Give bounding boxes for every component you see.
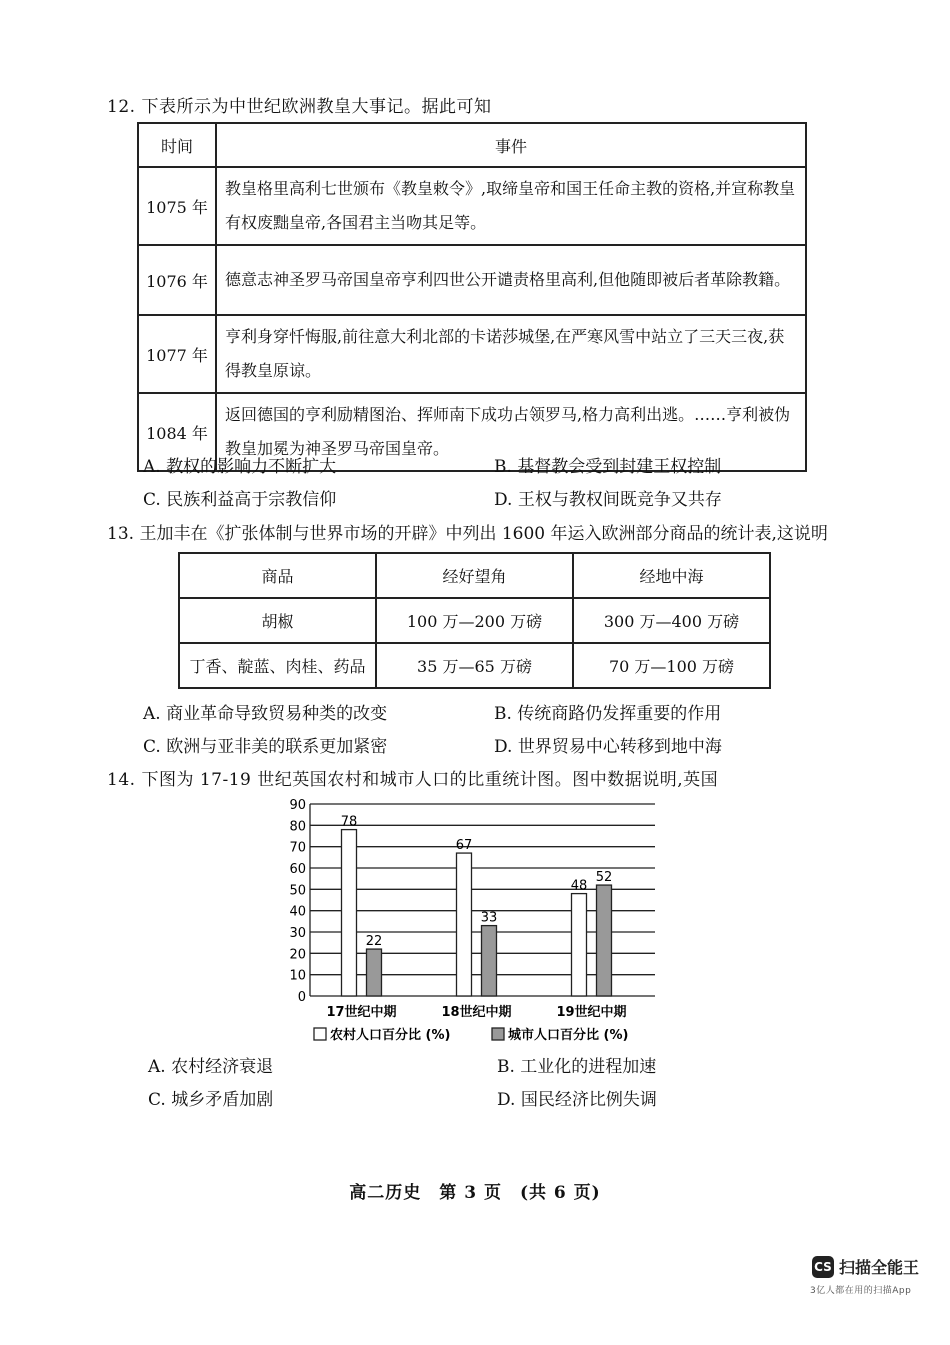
bar-value-label: 33 (480, 910, 498, 926)
y-tick-label: 10 (289, 968, 306, 984)
bar-rural (572, 894, 587, 996)
q13-cell: 300 万—400 万磅 (573, 598, 770, 643)
bar-urban (367, 949, 382, 996)
q13-table (178, 552, 771, 689)
q14-option-a: A. 农村经济衰退 (148, 1057, 274, 1077)
table-row (179, 598, 770, 643)
population-bar-chart (270, 790, 690, 1050)
q13-header: 商品 (179, 553, 376, 598)
q13-option-b: B. 传统商路仍发挥重要的作用 (494, 704, 722, 724)
q14-option-b: B. 工业化的进程加速 (497, 1057, 657, 1077)
q13-option-a: A. 商业革命导致贸易种类的改变 (143, 704, 388, 724)
x-category-label: 17世纪中期 (326, 1005, 397, 1020)
q14-option-c: C. 城乡矛盾加剧 (148, 1090, 274, 1110)
q13-cell: 胡椒 (179, 598, 376, 643)
y-tick-label: 60 (289, 862, 306, 877)
scanner-watermark (812, 1255, 919, 1278)
table-row (179, 643, 770, 688)
cs-logo-icon: CS (812, 1256, 834, 1278)
y-tick-label: 30 (289, 926, 306, 941)
q12-time: 1076 年 (138, 245, 216, 315)
bar-rural (457, 853, 472, 996)
q12-event: 返回德国的亨利励精图治、挥师南下成功占领罗马,格力高利出逃。……亨利被伪教皇加冕为神圣罗马帝国皇帝。 (216, 393, 806, 471)
table-row (138, 167, 806, 245)
y-tick-label: 80 (289, 819, 306, 835)
y-tick-label: 70 (289, 840, 306, 856)
bar-urban (482, 926, 497, 996)
q13-cell: 100 万—200 万磅 (376, 598, 573, 643)
page-footer: 高二历史 第 3 页 (共 6 页) (349, 1183, 601, 1203)
y-tick-label: 40 (289, 904, 306, 920)
legend-swatch (492, 1028, 504, 1040)
q12-time: 1075 年 (138, 167, 216, 245)
x-category-label: 19世纪中期 (556, 1005, 627, 1020)
q14-option-d: D. 国民经济比例失调 (497, 1090, 657, 1110)
bar-value-label: 67 (455, 838, 473, 854)
bar-rural (342, 830, 357, 996)
q13-option-c: C. 欧洲与亚非美的联系更加紧密 (143, 737, 388, 757)
q13-stem: 13. 王加丰在《扩张体制与世界市场的开辟》中列出 1600 年运入欧洲部分商品的统计表,这说明 (107, 524, 828, 544)
q12-option-b: B. 基督教会受到封建王权控制 (494, 457, 722, 477)
legend-label: 城市人口百分比 (%) (508, 1028, 629, 1043)
q12-header-event: 事件 (216, 123, 806, 167)
q12-option-c: C. 民族利益高于宗教信仰 (143, 490, 337, 510)
table-row (138, 245, 806, 315)
x-category-label: 18世纪中期 (441, 1005, 512, 1020)
y-tick-label: 0 (297, 990, 306, 1005)
q12-event: 亨利身穿忏悔服,前往意大利北部的卡诺莎城堡,在严寒风雪中站立了三天三夜,获得教皇原谅。 (216, 315, 806, 393)
q12-table (137, 122, 807, 472)
q14-stem: 14. 下图为 17-19 世纪英国农村和城市人口的比重统计图。图中数据说明,英国 (107, 770, 719, 790)
q12-stem: 12. 下表所示为中世纪欧洲教皇大事记。据此可知 (107, 97, 492, 117)
q13-header: 经地中海 (573, 553, 770, 598)
q12-time: 1077 年 (138, 315, 216, 393)
q13-cell: 35 万—65 万磅 (376, 643, 573, 688)
legend-swatch (314, 1028, 326, 1040)
bar-value-label: 22 (365, 934, 383, 950)
q12-option-d: D. 王权与教权间既竞争又共存 (494, 490, 722, 510)
y-tick-label: 50 (289, 883, 306, 899)
q13-cell: 丁香、靛蓝、肉桂、药品 (179, 643, 376, 688)
q12-event: 教皇格里高利七世颁布《教皇敕令》,取缔皇帝和国王任命主教的资格,并宣称教皇有权废黜皇帝,各国君主当吻其足等。 (216, 167, 806, 245)
q12-option-a: A. 教权的影响力不断扩大 (143, 457, 337, 477)
q13-cell: 70 万—100 万磅 (573, 643, 770, 688)
cs-app-name: 扫描全能王 (839, 1258, 920, 1277)
bar-value-label: 78 (340, 814, 358, 830)
bar-value-label: 52 (595, 870, 613, 886)
q13-option-d: D. 世界贸易中心转移到地中海 (494, 737, 722, 757)
q13-header: 经好望角 (376, 553, 573, 598)
q12-event: 德意志神圣罗马帝国皇帝亨利四世公开谴责格里高利,但他随即被后者革除教籍。 (216, 245, 806, 315)
bar-urban (597, 885, 612, 996)
table-row (138, 315, 806, 393)
legend-label: 农村人口百分比 (%) (330, 1028, 451, 1043)
bar-value-label: 48 (570, 878, 588, 894)
y-tick-label: 20 (289, 947, 306, 963)
cs-tagline: 3亿人都在用的扫描App (810, 1286, 912, 1296)
y-tick-label: 90 (289, 798, 306, 813)
q12-time: 1084 年 (138, 393, 216, 471)
q12-header-time: 时间 (138, 123, 216, 167)
